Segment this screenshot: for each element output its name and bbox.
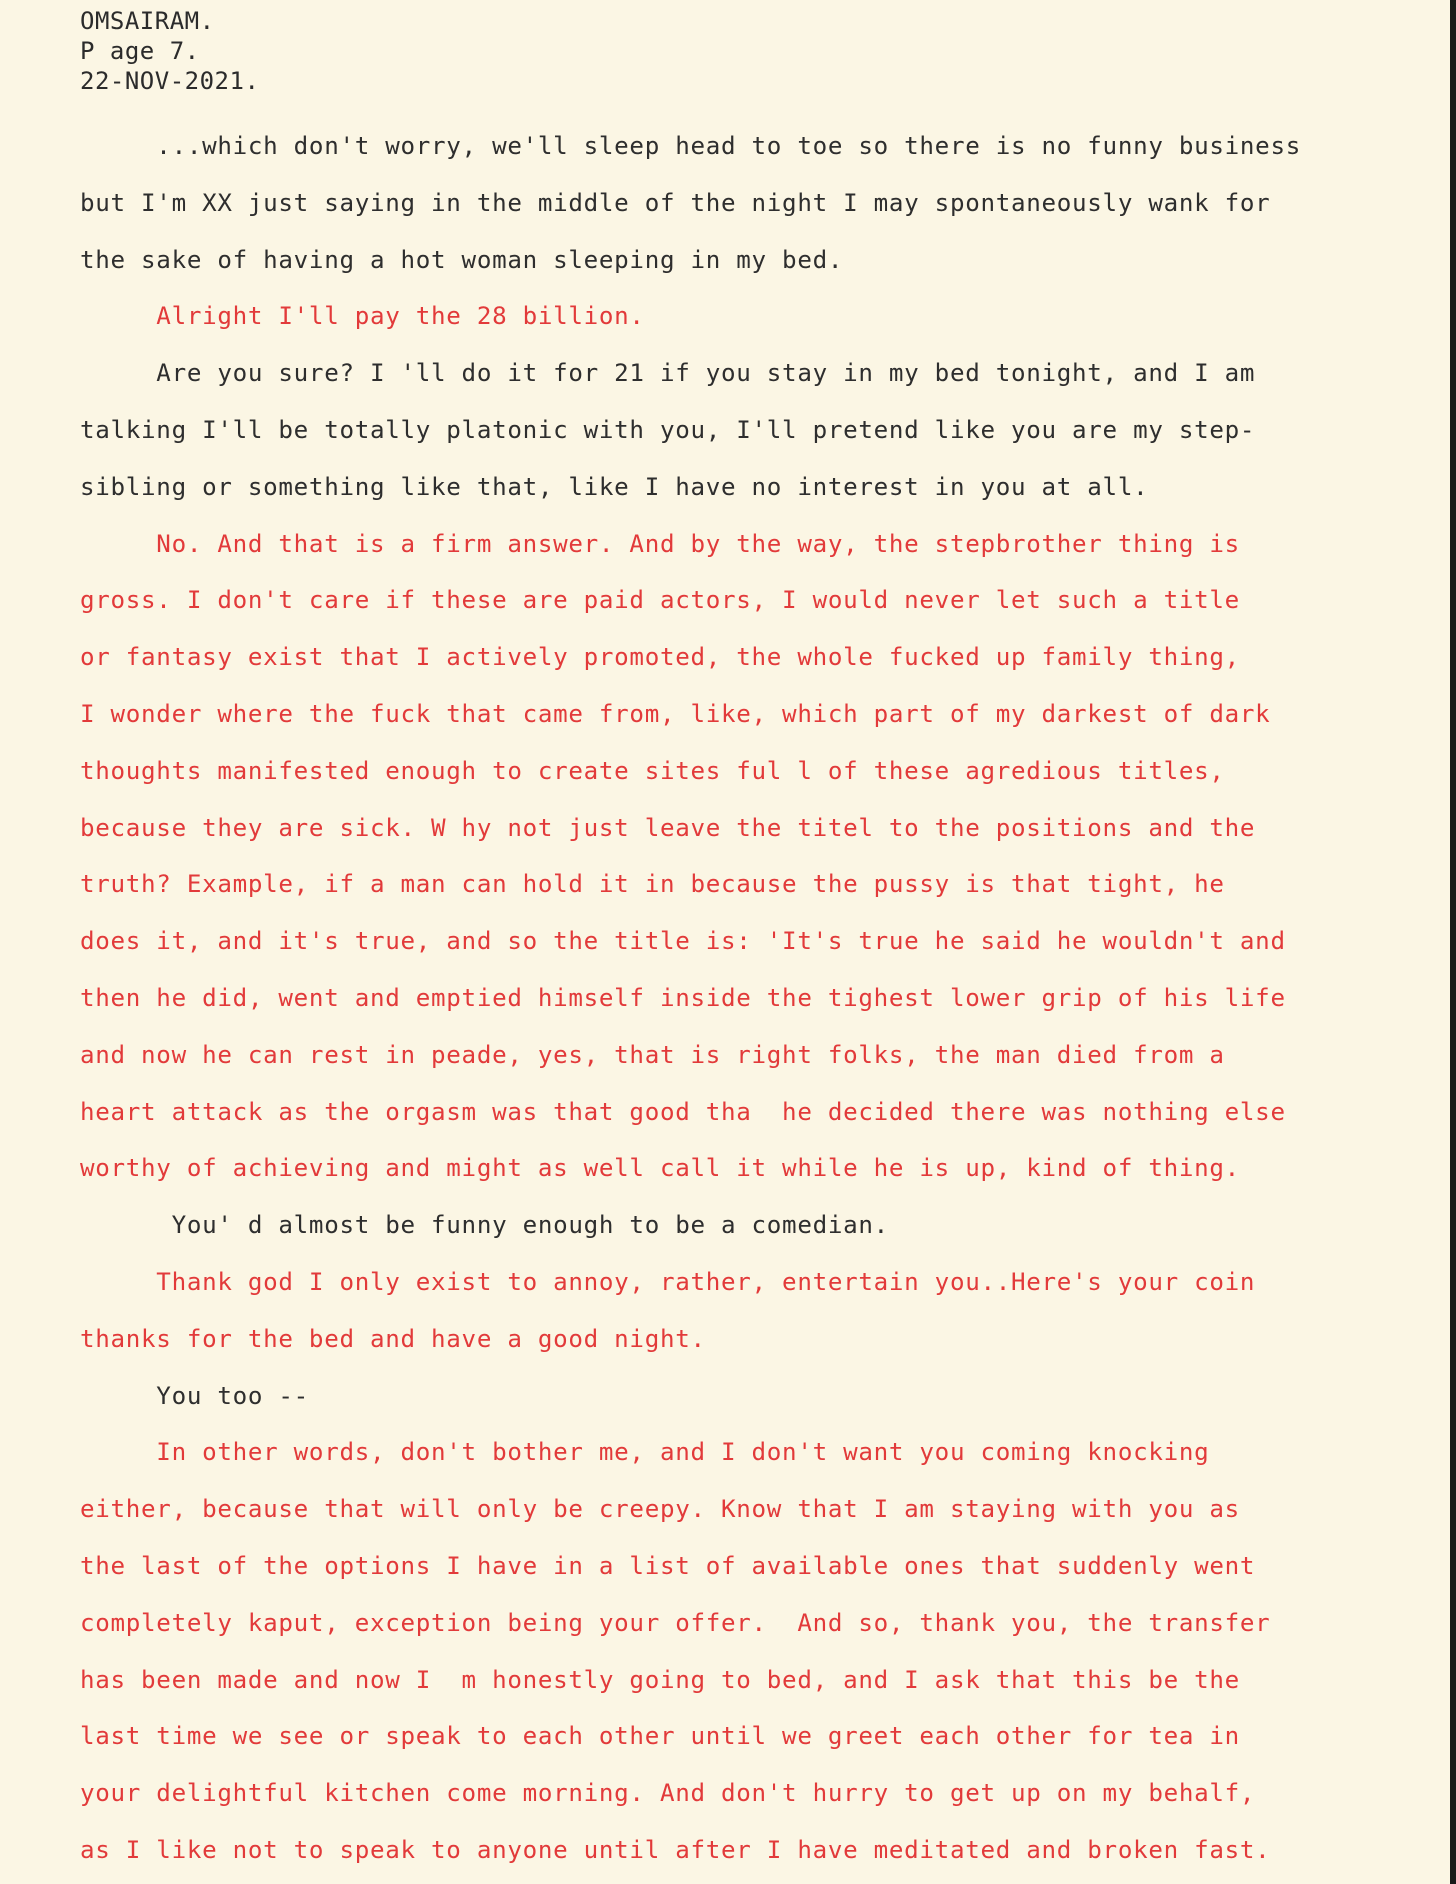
text-line: as I like not to speak to anyone until after I have meditated and broken fast. — [80, 1835, 1271, 1864]
text-line: talking I'll be totally platonic with you, I'll pretend like you are my step- — [80, 415, 1256, 444]
text-line: No. And that is a firm answer. And by the way, the stepbrother thing is — [80, 529, 1240, 558]
text-line: I wonder where the fuck that came from, like, which part of my darkest of dark — [80, 699, 1271, 728]
text-line: gross. I don't care if these are paid actors, I would never let such a title — [80, 586, 1240, 615]
text-line: truth? Example, if a man can hold it in because the pussy is that tight, he — [80, 870, 1225, 899]
text-line: sibling or something like that, like I have no interest in you at all. — [80, 472, 1149, 501]
text-line: does it, and it's true, and so the title is: 'It's true he said he wouldn't and — [80, 927, 1286, 956]
text-line: then he did, went and emptied himself inside the tighest lower grip of his life — [80, 983, 1286, 1012]
text-line: the last of the options I have in a list of available ones that suddenly went — [80, 1551, 1256, 1580]
text-line: last time we see or speak to each other until we greet each other for tea in — [80, 1722, 1240, 1751]
text-line: but I'm XX just saying in the middle of the night I may spontaneously wank for — [80, 188, 1271, 217]
header-title: OMSAIRAM. — [80, 7, 215, 35]
text-line: Alright I'll pay the 28 billion. — [80, 302, 645, 331]
text-line: thoughts manifested enough to create sites ful l of these agredious titles, — [80, 756, 1225, 785]
text-line: worthy of achieving and might as well call it while he is up, kind of thing. — [80, 1154, 1240, 1183]
text-line: completely kaput, exception being your offer. And so, thank you, the transfer — [80, 1608, 1271, 1637]
header-date: 22-NOV-2021. — [80, 67, 260, 95]
text-line: and now he can rest in peade, yes, that is right folks, the man died from a — [80, 1040, 1225, 1069]
text-line: the sake of having a hot woman sleeping in my bed. — [80, 245, 844, 274]
text-line: Are you sure? I 'll do it for 21 if you stay in my bed tonight, and I am — [80, 359, 1256, 388]
text-line: In other words, don't bother me, and I don't want you coming knocking — [80, 1438, 1210, 1467]
text-line: because they are sick. W hy not just leave the titel to the positions and the — [80, 813, 1256, 842]
text-line: You' d almost be funny enough to be a comedian. — [80, 1211, 889, 1240]
page-header — [80, 6, 259, 96]
text-line: thanks for the bed and have a good night. — [80, 1324, 706, 1353]
text-line: heart attack as the orgasm was that good tha he decided there was nothing else — [80, 1097, 1286, 1126]
page-body — [80, 118, 1440, 1879]
text-line: Thank god I only exist to annoy, rather, entertain you..Here's your coin — [80, 1267, 1256, 1296]
text-line: has been made and now I m honestly going to bed, and I ask that this be the — [80, 1665, 1240, 1694]
text-line: ...which don't worry, we'll sleep head to toe so there is no funny business — [80, 132, 1301, 160]
text-line: your delightful kitchen come morning. And don't hurry to get up on my behalf, — [80, 1779, 1256, 1808]
text-line: or fantasy exist that I actively promoted, the whole fucked up family thing, — [80, 643, 1240, 672]
text-line: either, because that will only be creepy. Know that I am staying with you as — [80, 1495, 1240, 1524]
header-page-number: P age 7. — [80, 37, 200, 65]
text-line: You too -- — [80, 1381, 309, 1410]
